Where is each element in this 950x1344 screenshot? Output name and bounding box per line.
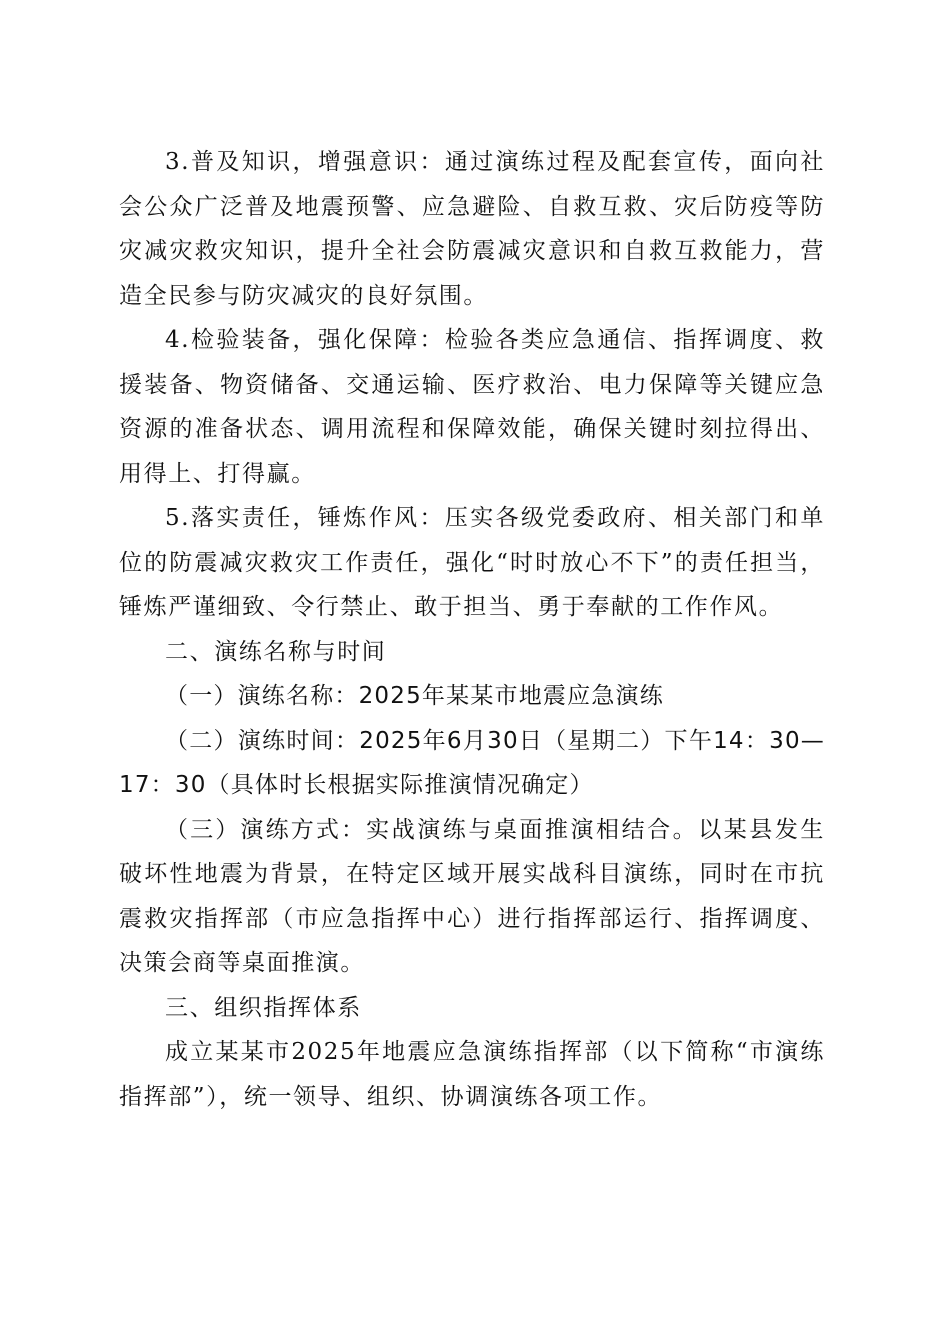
drill-name-item: （一）演练名称：2025年某某市地震应急演练 — [165, 683, 664, 709]
drill-mode-item — [119, 808, 825, 986]
command-system-paragraph: 成立某某市2025年地震应急演练指挥部（以下简称“市演练指挥部”），统一领导、组织、协调演练各项工作。 — [119, 1039, 825, 1110]
document-body — [119, 140, 825, 1119]
section-heading-drill-name-time: 二、演练名称与时间 — [165, 638, 387, 665]
paragraph-objective-4: 4.检验装备，强化保障：检验各类应急通信、指挥调度、救援装备、物资储备、交通运输、医疗救治、电力保障等关键应急资源的准备状态、调用流程和保障效能，确保关键时刻拉得出、用得上、打得赢。 — [119, 327, 825, 487]
drill-mode-label: （三）演练方式： — [165, 816, 367, 843]
drill-time-item: （二）演练时间：2025年6月30日（星期二）下午14：30—17：30（具体时长根据实际推演情况确定） — [119, 727, 825, 798]
paragraph-objective-5: 5.落实责任，锤炼作风：压实各级党委政府、相关部门和单位的防震减灾救灾工作责任，强化“时时放心不下”的责任担当，锤炼严谨细致、令行禁止、敢于担当、勇于奉献的工作作风。 — [119, 505, 825, 620]
drill-mode-text: 实战演练与桌面推演相结合。以某县发生破坏性地震为背景，在特定区域开展实战科目演练，同时在市抗震救灾指挥部（市应急指挥中心）进行指挥部运行、指挥调度、决策会商等桌面推演。 — [119, 816, 825, 976]
section-heading-command-system: 三、组织指挥体系 — [165, 994, 362, 1021]
paragraph-objective-3: 3.普及知识，增强意识：通过演练过程及配套宣传，面向社会公众广泛普及地震预警、应急避险、自救互救、灾后防疫等防灾减灾救灾知识，提升全社会防震减灾意识和自救互救能力，营造全民参与防灾减灾的良好氛围。 — [119, 149, 825, 309]
